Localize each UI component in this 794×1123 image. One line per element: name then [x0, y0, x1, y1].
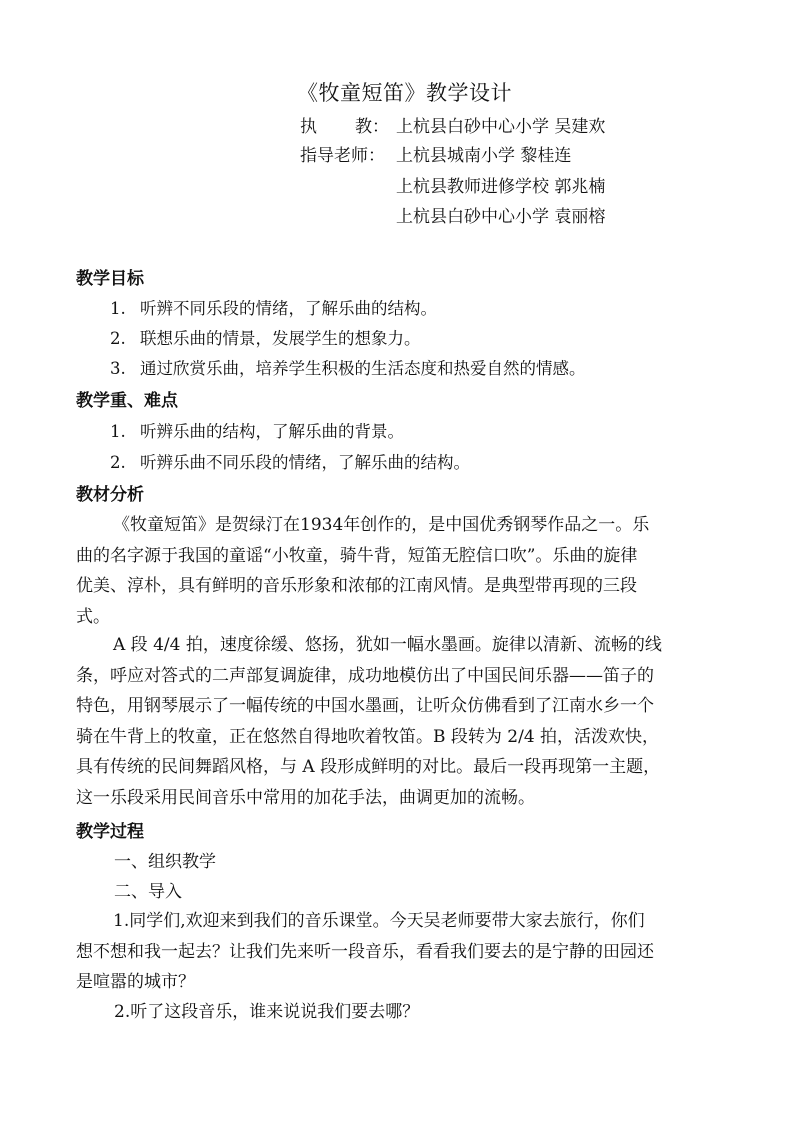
advisor-name: 上杭县白砂中心小学 袁丽榕 — [396, 207, 606, 227]
teacher-name: 上杭县白砂中心小学 吴建欢 — [396, 117, 606, 137]
byline-teacher — [300, 116, 605, 138]
list-item: 3. 通过欣赏乐曲，培养学生积极的生活态度和热爱自然的情感。 — [110, 359, 586, 378]
list-item: 2. 联想乐曲的情景，发展学生的想象力。 — [110, 329, 421, 348]
process-paragraph-2: 2.听了这段音乐，谁来说说我们要去哪？ — [114, 1002, 420, 1022]
advisor-name: 上杭县城南小学 黎桂连 — [396, 146, 572, 166]
advisor-name: 上杭县教师进修学校 郭兆楠 — [396, 177, 606, 197]
document-title: 《牧童短笛》教学设计 — [297, 81, 512, 105]
section-heading-goals: 教学目标 — [76, 269, 144, 289]
analysis-paragraph-1: 《牧童短笛》是贺绿汀在1934年创作的，是中国优秀钢琴作品之一。乐 曲的名字源于我国的童谣“小牧童，骑牛背，短笛无腔信口吹”。乐曲的旋律 优美、淳朴，具有鲜明的音乐形象和浓郁的江南风情。是典型带再现的三段 式。 — [76, 515, 650, 627]
list-item: 1. 听辨乐曲的结构，了解乐曲的背景。 — [110, 422, 404, 441]
section-heading-process: 教学过程 — [76, 822, 144, 842]
section-heading-key-points: 教学重、难点 — [76, 391, 178, 411]
advisor-label: 指导老师： — [300, 146, 385, 166]
process-step: 二、导入 — [114, 882, 182, 902]
list-item: 1. 听辨不同乐段的情绪，了解乐曲的结构。 — [110, 299, 437, 318]
process-step: 一、组织教学 — [114, 852, 216, 872]
byline-advisor — [300, 145, 571, 167]
section-heading-analysis: 教材分析 — [76, 485, 144, 505]
teacher-label: 执 教： — [300, 117, 389, 137]
list-item: 2. 听辨乐曲不同乐段的情绪，了解乐曲的结构。 — [110, 453, 470, 472]
process-paragraph-1: 1.同学们,欢迎来到我们的音乐课堂。今天吴老师要带大家去旅行，你们 想不想和我一起去？让我们先来听一段音乐，看看我们要去的是宁静的田园还 是喧嚣的城市？ — [76, 911, 654, 992]
analysis-paragraph-2: A 段 4/4 拍，速度徐缓、悠扬，犹如一幅水墨画。旋律以清新、流畅的线 条，呼应对答式的二声部复调旋律，成功地模仿出了中国民间乐器——笛子的 特色，用钢琴展示了一幅传统的中国水墨画，让听众仿佛看到了江南水乡一个 骑在牛背上的牧童，正在悠然自得地吹着牧笛。B 段转为 2/4 拍，活泼欢快， 具有传统的民间舞蹈风格，与 A 段形成鲜明的对比。最后一段再现第一主题， 这一乐段采用民间音乐中常用的加花手法，曲调更加的流畅。 — [76, 635, 662, 808]
